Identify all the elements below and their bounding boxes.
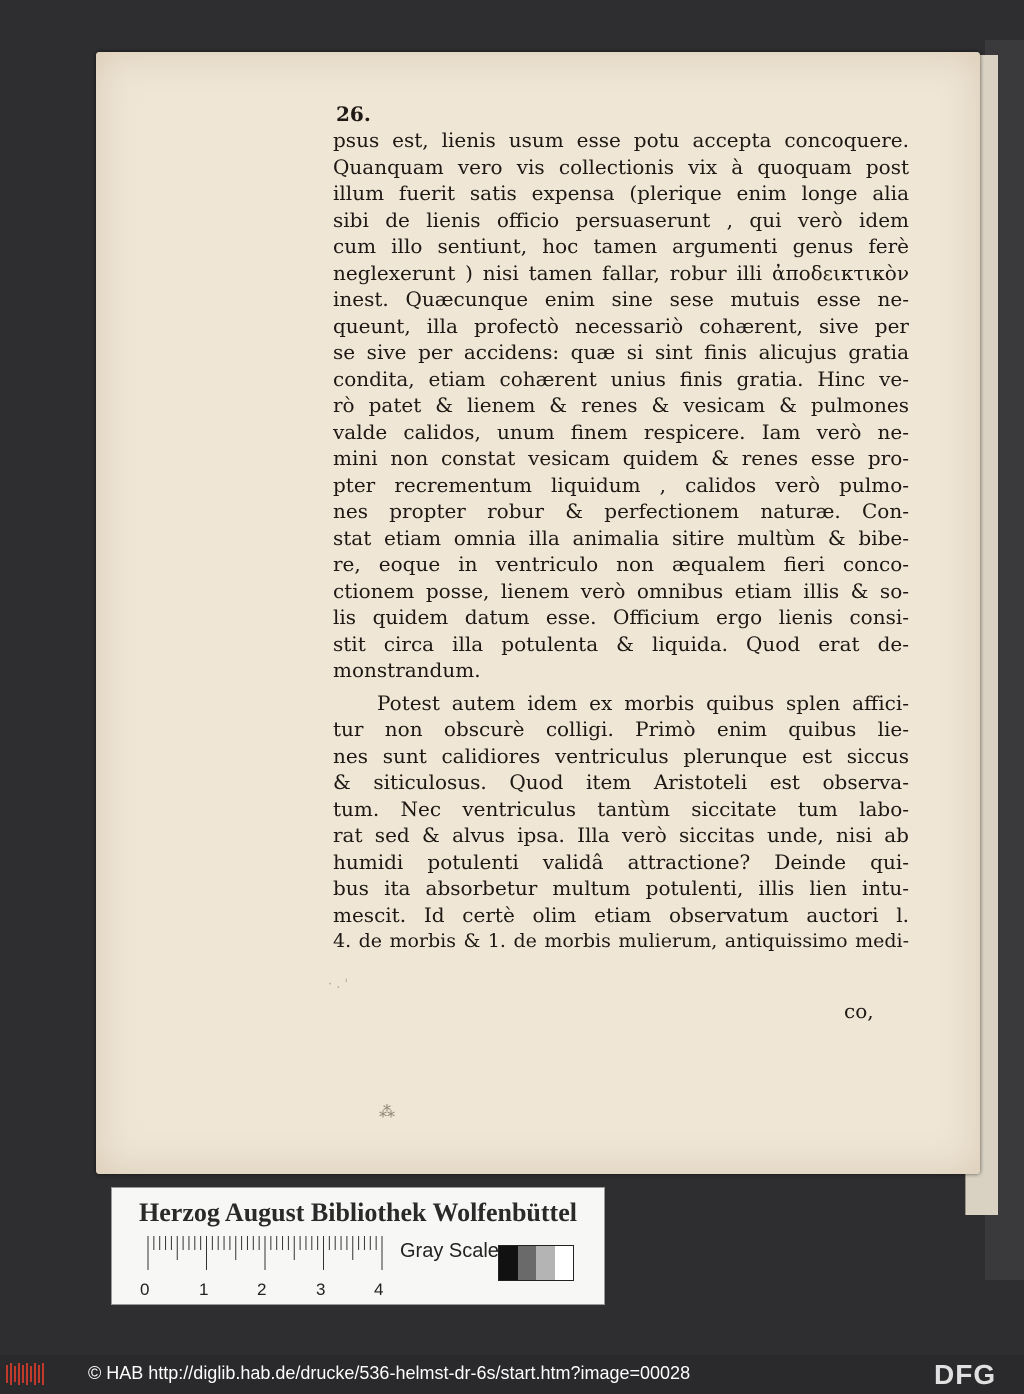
text-line: 4. de morbis & 1. de morbis mulierum, antiquissimo medi- xyxy=(333,930,909,952)
text-line: mescit. Id certè olim etiam observatum auctori l. xyxy=(333,902,909,927)
ruler-label: 2 xyxy=(257,1280,267,1299)
gray-swatch-cell xyxy=(518,1246,537,1280)
text-line: nes propter robur & perfectionem naturæ. Con- xyxy=(333,499,909,523)
text-line: rat sed & alvus ipsa. Illa verò siccitas unde, nisi ab xyxy=(333,823,909,847)
text-line: Potest autem idem ex morbis quibus splen affici- xyxy=(377,690,909,715)
text-line: cum illo sentiunt, hoc tamen argumenti genus ferè xyxy=(333,234,909,258)
text-line: illum fuerit satis expensa (plerique enim longe alia xyxy=(333,181,909,205)
text-line: humidi potulenti validâ attractione? Deinde qui- xyxy=(333,849,909,874)
text-line: re, eoque in ventriculo non æqualem fieri conco- xyxy=(333,552,909,576)
dfg-logo: DFG xyxy=(934,1359,997,1390)
text-line: valde calidos, unum finem respicere. Iam verò ne- xyxy=(333,419,909,444)
text-line: mini non constat vesicam quidem & renes esse pro- xyxy=(333,446,909,470)
barcode-icon xyxy=(6,1363,48,1385)
text-block xyxy=(333,127,909,955)
text-line: bus ita absorbetur multum potulenti, illis lien intu- xyxy=(333,876,909,900)
text-line: & siticulosus. Quod item Aristoteli est observa- xyxy=(333,770,909,794)
text-line: Quanquam vero vis collectionis vix à quoquam post xyxy=(333,154,909,179)
text-line: rò patet & lienem & renes & vesicam & pulmones xyxy=(333,393,909,417)
text-line: lis quidem datum esse. Officium ergo lienis consi- xyxy=(333,605,909,629)
gray-scale-label: Gray Scale xyxy=(400,1240,499,1262)
gray-swatch-cell xyxy=(555,1246,574,1280)
text-line: tur non obscurè colligi. Primò enim quibus lie- xyxy=(333,717,909,741)
gray-swatch-cell xyxy=(536,1246,555,1280)
library-name: Herzog August Bibliothek Wolfenbüttel xyxy=(139,1198,577,1227)
ink-spot: ⁂ xyxy=(379,1102,395,1121)
ruler-label: 4 xyxy=(374,1280,384,1299)
text-line: psus est, lienis usum esse potu accepta concoquere. xyxy=(333,128,909,152)
text-line: pter recrementum liquidum , calidos verò pulmo- xyxy=(333,472,909,497)
text-line: monstrandum. xyxy=(333,658,481,682)
text-line: queunt, illa profectò necessariò cohærent, sive per xyxy=(333,313,909,338)
text-line: ctionem posse, lienem verò omnibus etiam illis & so- xyxy=(333,578,909,603)
footer-bar xyxy=(0,1355,1024,1394)
text-line: neglexerunt ) nisi tamen fallar, robur illi ἀποδεικτικὸν xyxy=(333,260,909,285)
text-line: tum. Nec ventriculus tantùm siccitate tum labo- xyxy=(333,796,909,821)
library-color-chart-label xyxy=(111,1187,605,1305)
ruler-label: 1 xyxy=(199,1280,209,1299)
text-line: stit circa illa potulenta & liquida. Quod erat de- xyxy=(333,631,909,656)
ruler-label: 0 xyxy=(140,1280,150,1299)
text-line: stat etiam omnia illa animalia sitire multùm & bibe- xyxy=(333,525,909,550)
text-line: se sive per accidens: quæ si sint finis alicujus gratia xyxy=(333,340,909,364)
gray-swatch-cell xyxy=(499,1246,518,1280)
copyright-url[interactable]: © HAB http://diglib.hab.de/drucke/536-helmst-dr-6s/start.htm?image=00028 xyxy=(88,1363,691,1383)
text-line: condita, etiam cohærent unius finis gratia. Hinc ve- xyxy=(333,366,909,391)
text-line: inest. Quæcunque enim sine sese mutuis esse ne- xyxy=(333,287,909,311)
ink-bleed: · . ' xyxy=(328,977,349,992)
centimeter-ruler xyxy=(147,1236,397,1272)
page-number: 26. xyxy=(336,102,371,126)
book-page xyxy=(96,52,980,1174)
ruler-label: 3 xyxy=(316,1280,326,1299)
text-line: sibi de lienis officio persuaserunt , qui verò idem xyxy=(333,207,909,232)
text-line: nes sunt calidiores ventriculus plerunque est siccus xyxy=(333,743,909,768)
ruler-labels xyxy=(140,1280,400,1300)
gray-scale-swatch xyxy=(498,1245,574,1281)
catchword: co, xyxy=(844,999,874,1023)
